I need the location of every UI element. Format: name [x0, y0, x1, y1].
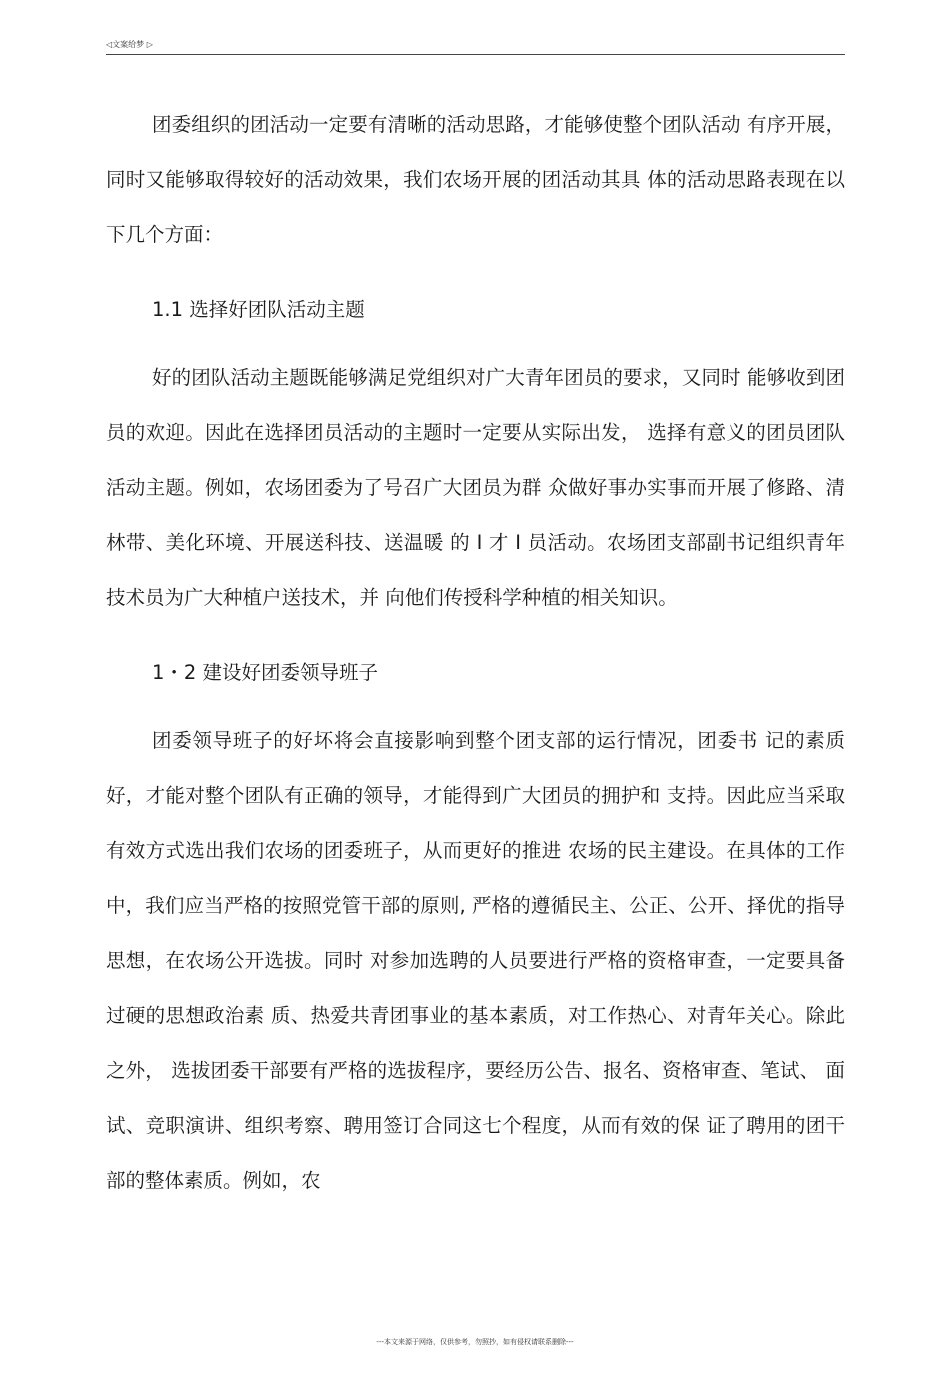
page-header	[106, 38, 845, 55]
document-body	[106, 97, 845, 1208]
paragraph-leadership: 团委领导班子的好坏将会直接影响到整个团支部的运行情况，团委书 记的素质好，才能对整个团队有正确的领导，才能得到广大团员的拥护和 支持。因此应当采取有效方式选出我们农场的团委班子，从而更好的推进 农场的民主建设。在具体的工作中，我们应当严格的按照党管干部的原则, 严格的遵循民主、公正、公开、择优的指导思想，在农场公开选拔。同时 对参加选聘的人员要进行严格的资格审查，一定要具备过硬的思想政治素 质、热爱共青团事业的基本素质，对工作热心、对青年关心。除此之外， 选拔团委干部要有严格的选拔程序，要经历公告、报名、资格审查、笔试、 面试、竞职演讲、组织考察、聘用签订合同这七个程度，从而有效的保 证了聘用的团干部的整体素质。例如，农	[106, 729, 845, 1192]
page-footer: ---本文来源于网络，仅供参考，勿照抄，如有侵权请联系删除---	[376, 1338, 574, 1346]
header-text: ◁文案给梦 ▷	[106, 40, 153, 49]
section-heading-1-1: 1.1 选择好团队活动主题	[152, 298, 365, 321]
paragraph-activity-theme: 好的团队活动主题既能够满足党组织对广大青年团员的要求，又同时 能够收到团员的欢迎。因此在选择团员活动的主题时一定要从实际出发， 选择有意义的团员团队活动主题。例如，农场团委为了号召广大团员为群 众做好事办实事而开展了修路、清林带、美化环境、开展送科技、送温暖 的 I 才 I 员活动。农场团支部副书记组织青年技术员为广大种植户送技术，并 向他们传授科学种植的相关知识。	[106, 366, 845, 609]
paragraph-intro: 团委组织的团活动一定要有清晰的活动思路，才能够使整个团队活动 有序开展，同时又能够取得较好的活动效果，我们农场开展的团活动其具 体的活动思路表现在以下几个方面：	[106, 113, 845, 246]
section-heading-1-2: 1・2 建设好团委领导班子	[152, 661, 379, 684]
